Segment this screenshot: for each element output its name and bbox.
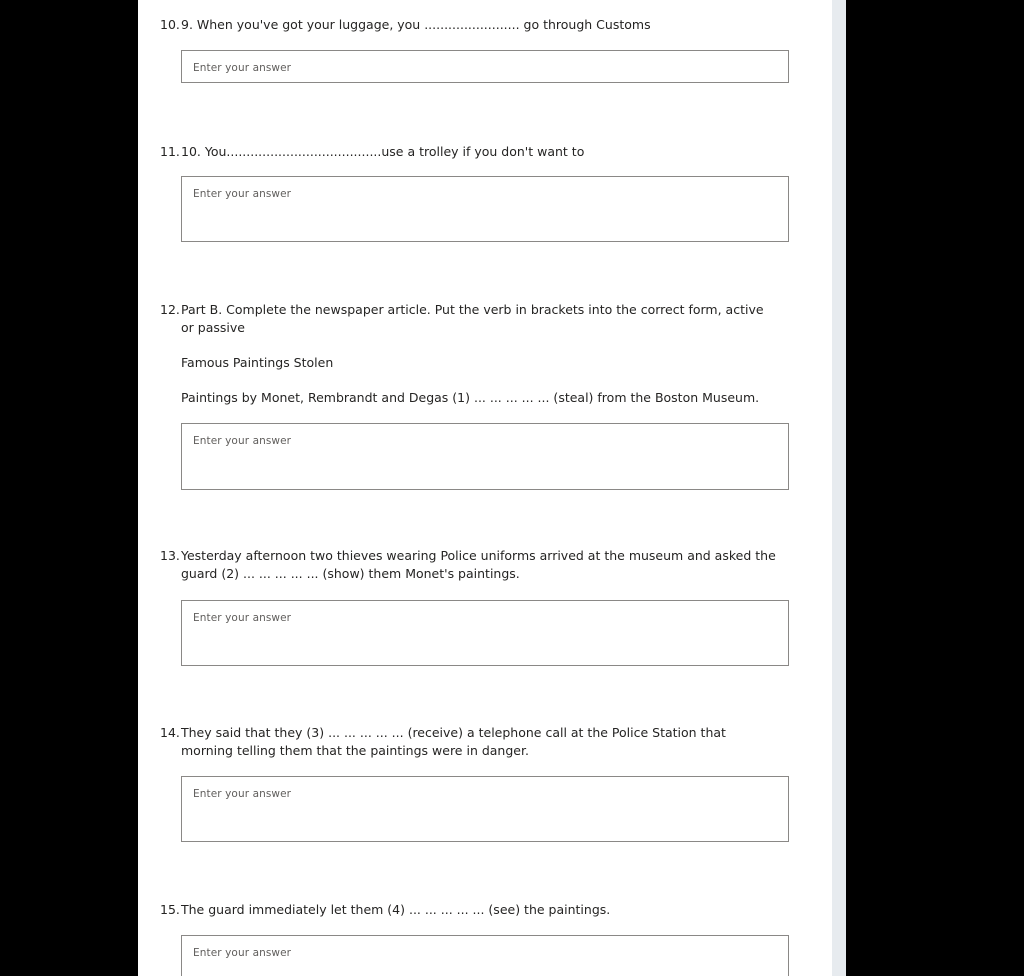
question-10 bbox=[138, 16, 832, 83]
question-13 bbox=[138, 547, 832, 666]
question-paragraph: Paintings by Monet, Rembrandt and Degas (1) ... ... ... ... ... (steal) from the Boston Museum. bbox=[181, 390, 760, 405]
answer-input[interactable] bbox=[181, 176, 789, 242]
question-text: Part B. Complete the newspaper article. Put the verb in brackets into the correct form, active or passive bbox=[181, 302, 764, 335]
question-text: Yesterday afternoon two thieves wearing Police uniforms arrived at the museum and asked the guard (2) ... ... ... ... ... (show) them Monet's paintings. bbox=[181, 548, 776, 581]
answer-placeholder: Enter your answer bbox=[193, 947, 292, 959]
page-scroll-gutter bbox=[832, 0, 846, 976]
question-number: 14. bbox=[160, 725, 180, 740]
question-prompt bbox=[138, 724, 832, 760]
question-number: 13. bbox=[160, 548, 180, 563]
question-14 bbox=[138, 724, 832, 842]
answer-placeholder: Enter your answer bbox=[193, 188, 292, 200]
answer-input[interactable] bbox=[181, 935, 789, 976]
question-15 bbox=[138, 901, 832, 976]
question-text: The guard immediately let them (4) ... ... ... ... ... (see) the paintings. bbox=[181, 902, 611, 917]
question-number: 10. bbox=[160, 17, 180, 32]
answer-placeholder: Enter your answer bbox=[193, 612, 292, 624]
question-11 bbox=[138, 143, 832, 242]
answer-placeholder: Enter your answer bbox=[193, 435, 292, 447]
question-prompt bbox=[138, 301, 832, 337]
form-page bbox=[138, 0, 832, 976]
question-prompt bbox=[138, 547, 832, 583]
question-number: 12. bbox=[160, 302, 180, 317]
question-prompt bbox=[138, 143, 832, 161]
answer-placeholder: Enter your answer bbox=[193, 62, 292, 74]
question-text: 9. When you've got your luggage, you ........................ go through Customs bbox=[181, 17, 651, 32]
question-text: 10. You.......................................use a trolley if you don't want to bbox=[181, 144, 585, 159]
answer-input[interactable] bbox=[181, 776, 789, 842]
answer-placeholder: Enter your answer bbox=[193, 788, 292, 800]
question-prompt bbox=[138, 901, 832, 919]
question-prompt bbox=[138, 16, 832, 34]
answer-input[interactable] bbox=[181, 423, 789, 490]
question-number: 15. bbox=[160, 902, 180, 917]
question-12 bbox=[138, 301, 832, 490]
answer-input[interactable] bbox=[181, 50, 789, 83]
question-paragraph-heading: Famous Paintings Stolen bbox=[181, 355, 334, 370]
answer-input[interactable] bbox=[181, 600, 789, 666]
question-number: 11. bbox=[160, 144, 180, 159]
question-text: They said that they (3) ... ... ... ... ... (receive) a telephone call at the Police Station that morning telling them that the paintings were in danger. bbox=[181, 725, 726, 758]
